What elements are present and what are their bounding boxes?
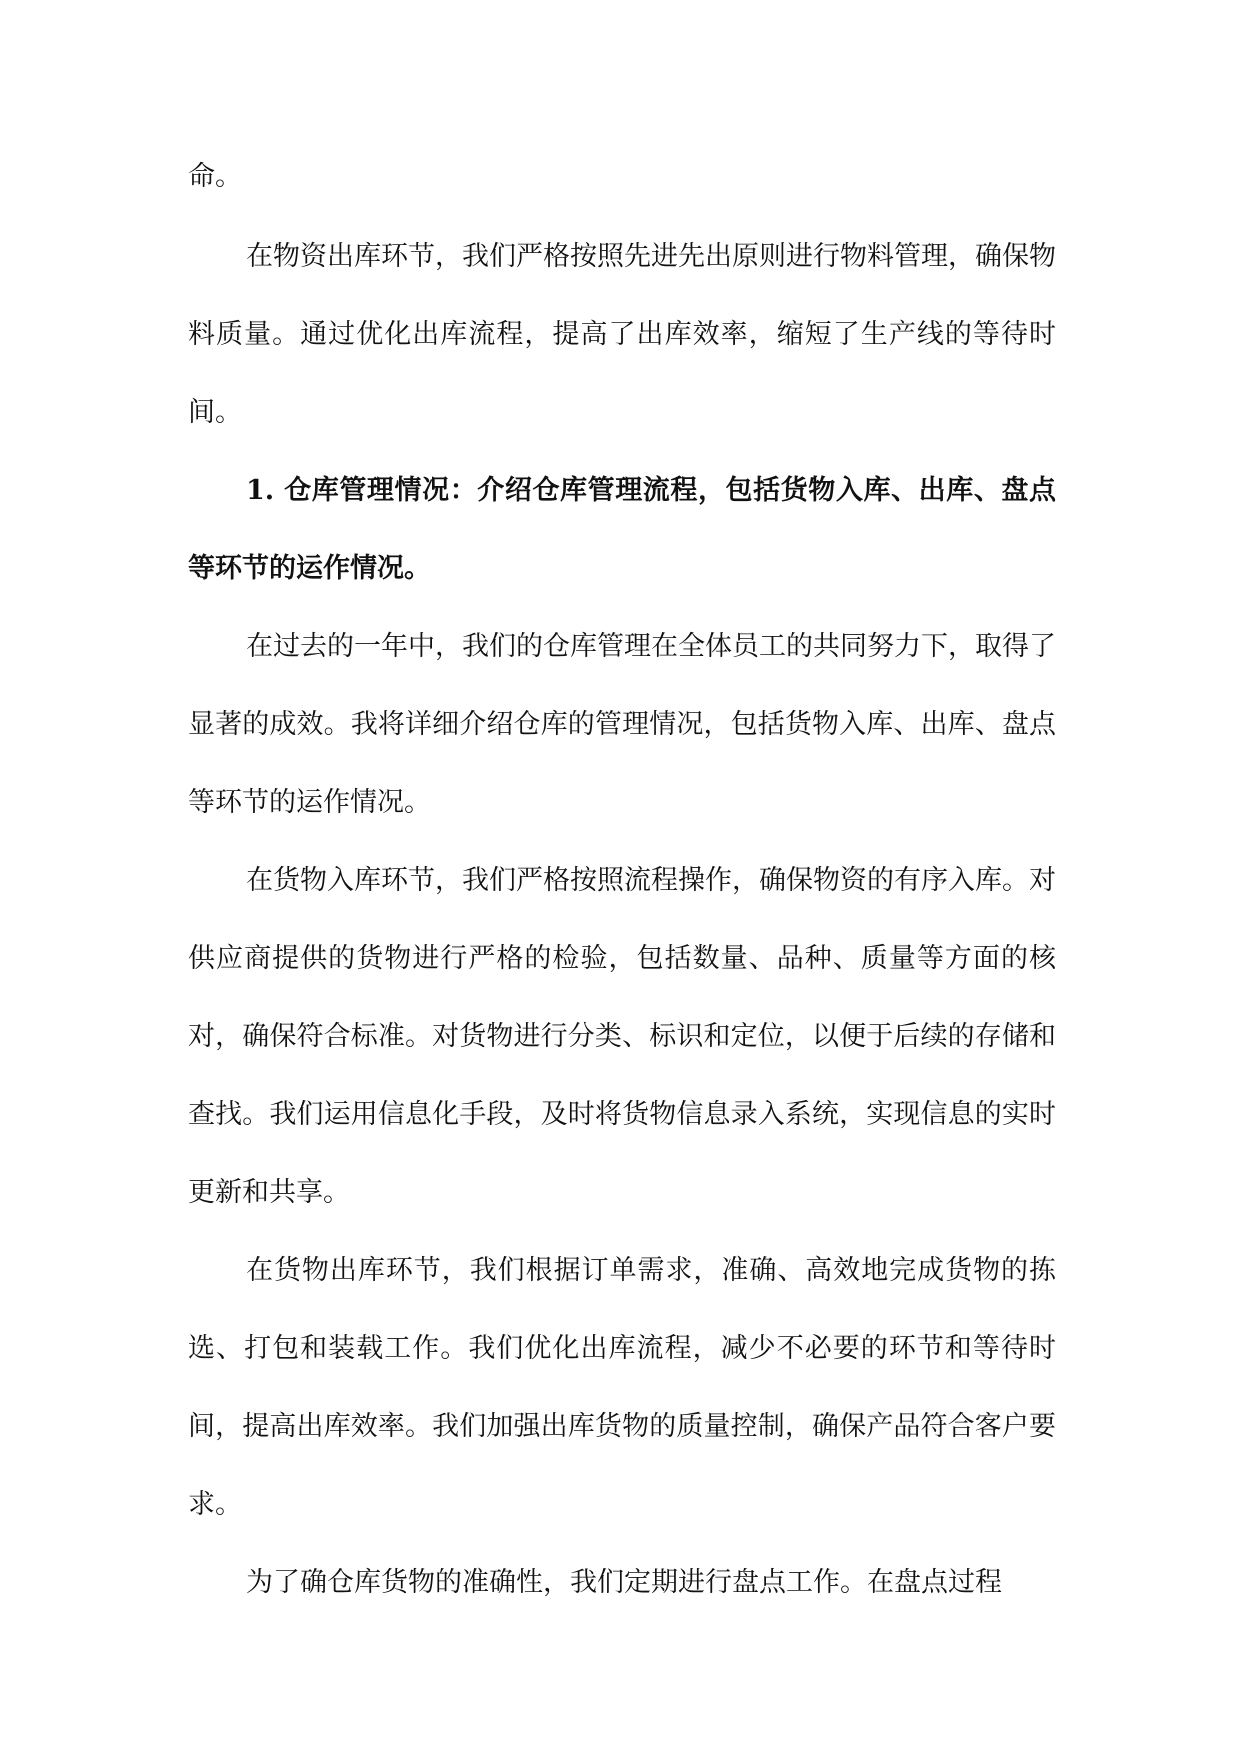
- paragraph-inventory-check: 为了确仓库货物的准确性，我们定期进行盘点工作。在盘点过程: [246, 1567, 1002, 1598]
- paragraph-overview: 在过去的一年中，我们的仓库管理在全体员工的共同努力下，取得了显著的成效。我将详细介绍仓库的管理情况，包括货物入库、出库、盘点等环节的运作情况。: [188, 631, 1056, 818]
- document-body: [188, 138, 1056, 1622]
- paragraph-continuation: 命。: [188, 161, 242, 192]
- paragraph-outbound-goods: 在货物出库环节，我们根据订单需求，准确、高效地完成货物的拣选、打包和装载工作。我们优化出库流程，减少不必要的环节和等待时间，提高出库效率。我们加强出库货物的质量控制，确保产品符合客户要求。: [188, 1255, 1056, 1520]
- paragraph-outbound-materials: 在物资出库环节，我们严格按照先进先出原则进行物料管理，确保物料质量。通过优化出库流程，提高了出库效率，缩短了生产线的等待时间。: [188, 241, 1056, 428]
- section-heading-warehouse-management: 1. 仓库管理情况：介绍仓库管理流程，包括货物入库、出库、盘点等环节的运作情况。: [188, 475, 1056, 584]
- paragraph-inbound: 在货物入库环节，我们严格按照流程操作，确保物资的有序入库。对供应商提供的货物进行严格的检验，包括数量、品种、质量等方面的核对，确保符合标准。对货物进行分类、标识和定位，以便于后续的存储和查找。我们运用信息化手段，及时将货物信息录入系统，实现信息的实时更新和共享。: [188, 865, 1056, 1208]
